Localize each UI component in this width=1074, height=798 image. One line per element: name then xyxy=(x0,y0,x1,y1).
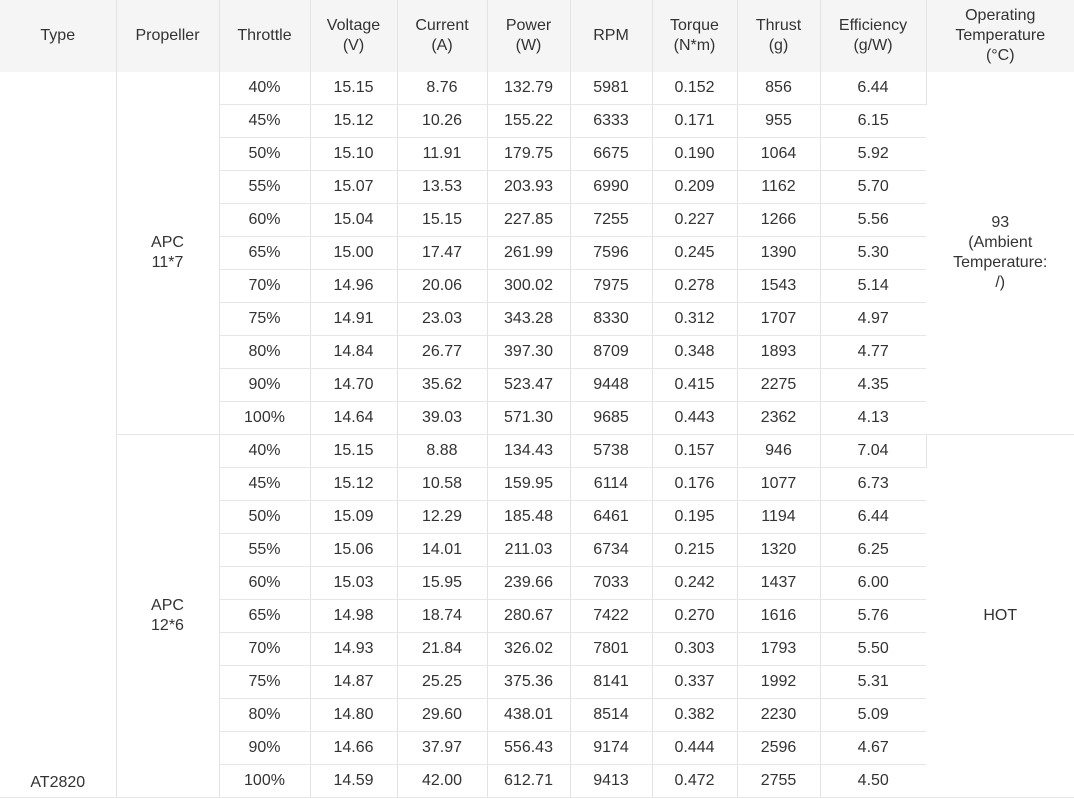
efficiency-cell: 5.09 xyxy=(820,699,926,732)
power-cell: 556.43 xyxy=(487,732,570,765)
voltage-cell: 15.09 xyxy=(310,501,397,534)
voltage-cell: 15.00 xyxy=(310,237,397,270)
power-cell: 134.43 xyxy=(487,435,570,468)
rpm-cell: 8709 xyxy=(570,336,652,369)
power-cell: 185.48 xyxy=(487,501,570,534)
power-cell: 155.22 xyxy=(487,105,570,138)
voltage-cell: 14.96 xyxy=(310,270,397,303)
current-cell: 23.03 xyxy=(397,303,487,336)
current-cell: 20.06 xyxy=(397,270,487,303)
current-cell: 10.58 xyxy=(397,468,487,501)
voltage-cell: 14.87 xyxy=(310,666,397,699)
thrust-cell: 2275 xyxy=(737,369,820,402)
temperature-cell: HOT xyxy=(926,435,1074,798)
thrust-cell: 1266 xyxy=(737,204,820,237)
rpm-cell: 9448 xyxy=(570,369,652,402)
throttle-cell: 75% xyxy=(219,303,310,336)
thrust-cell: 955 xyxy=(737,105,820,138)
efficiency-cell: 6.25 xyxy=(820,534,926,567)
torque-cell: 0.190 xyxy=(652,138,737,171)
efficiency-cell: 7.04 xyxy=(820,435,926,468)
efficiency-cell: 6.00 xyxy=(820,567,926,600)
header-temperature: Operating Temperature (°C) xyxy=(926,0,1074,72)
header-throttle: Throttle xyxy=(219,0,310,72)
throttle-cell: 45% xyxy=(219,105,310,138)
voltage-cell: 14.64 xyxy=(310,402,397,435)
efficiency-cell: 5.76 xyxy=(820,600,926,633)
power-cell: 375.36 xyxy=(487,666,570,699)
header-thrust: Thrust (g) xyxy=(737,0,820,72)
efficiency-cell: 4.67 xyxy=(820,732,926,765)
thrust-cell: 2230 xyxy=(737,699,820,732)
temperature-cell: 93 (Ambient Temperature: /) xyxy=(926,72,1074,435)
rpm-cell: 6333 xyxy=(570,105,652,138)
efficiency-cell: 4.97 xyxy=(820,303,926,336)
header-rpm: RPM xyxy=(570,0,652,72)
power-cell: 397.30 xyxy=(487,336,570,369)
torque-cell: 0.209 xyxy=(652,171,737,204)
efficiency-cell: 4.77 xyxy=(820,336,926,369)
current-cell: 14.01 xyxy=(397,534,487,567)
rpm-cell: 9174 xyxy=(570,732,652,765)
current-cell: 26.77 xyxy=(397,336,487,369)
header-torque: Torque (N*m) xyxy=(652,0,737,72)
current-cell: 10.26 xyxy=(397,105,487,138)
torque-cell: 0.242 xyxy=(652,567,737,600)
voltage-cell: 14.84 xyxy=(310,336,397,369)
torque-cell: 0.312 xyxy=(652,303,737,336)
current-cell: 42.00 xyxy=(397,765,487,798)
current-cell: 11.91 xyxy=(397,138,487,171)
thrust-cell: 1162 xyxy=(737,171,820,204)
throttle-cell: 100% xyxy=(219,402,310,435)
thrust-cell: 1543 xyxy=(737,270,820,303)
thrust-cell: 2755 xyxy=(737,765,820,798)
power-cell: 438.01 xyxy=(487,699,570,732)
header-voltage: Voltage (V) xyxy=(310,0,397,72)
throttle-cell: 100% xyxy=(219,765,310,798)
rpm-cell: 7975 xyxy=(570,270,652,303)
throttle-cell: 45% xyxy=(219,468,310,501)
header-efficiency: Efficiency (g/W) xyxy=(820,0,926,72)
power-cell: 280.67 xyxy=(487,600,570,633)
rpm-cell: 5981 xyxy=(570,72,652,105)
rpm-cell: 6675 xyxy=(570,138,652,171)
table-row xyxy=(0,72,1074,105)
torque-cell: 0.227 xyxy=(652,204,737,237)
current-cell: 8.76 xyxy=(397,72,487,105)
rpm-cell: 7033 xyxy=(570,567,652,600)
efficiency-cell: 5.56 xyxy=(820,204,926,237)
efficiency-cell: 4.35 xyxy=(820,369,926,402)
voltage-cell: 15.03 xyxy=(310,567,397,600)
header-power: Power (W) xyxy=(487,0,570,72)
current-cell: 29.60 xyxy=(397,699,487,732)
throttle-cell: 90% xyxy=(219,369,310,402)
power-cell: 227.85 xyxy=(487,204,570,237)
throttle-cell: 90% xyxy=(219,732,310,765)
thrust-cell: 1893 xyxy=(737,336,820,369)
propeller-cell: APC 12*6 xyxy=(116,435,219,798)
throttle-cell: 65% xyxy=(219,237,310,270)
table-header xyxy=(0,0,1074,72)
header-type: Type xyxy=(0,0,116,72)
voltage-cell: 15.04 xyxy=(310,204,397,237)
thrust-cell: 2596 xyxy=(737,732,820,765)
header-propeller: Propeller xyxy=(116,0,219,72)
efficiency-cell: 5.70 xyxy=(820,171,926,204)
current-cell: 15.15 xyxy=(397,204,487,237)
thrust-cell: 1992 xyxy=(737,666,820,699)
throttle-cell: 70% xyxy=(219,270,310,303)
rpm-cell: 7422 xyxy=(570,600,652,633)
rpm-cell: 6990 xyxy=(570,171,652,204)
thrust-cell: 1707 xyxy=(737,303,820,336)
rpm-cell: 6461 xyxy=(570,501,652,534)
throttle-cell: 60% xyxy=(219,567,310,600)
throttle-cell: 40% xyxy=(219,72,310,105)
voltage-cell: 15.10 xyxy=(310,138,397,171)
torque-cell: 0.278 xyxy=(652,270,737,303)
rpm-cell: 9685 xyxy=(570,402,652,435)
power-cell: 159.95 xyxy=(487,468,570,501)
thrust-cell: 1793 xyxy=(737,633,820,666)
current-cell: 25.25 xyxy=(397,666,487,699)
header-row xyxy=(0,0,1074,72)
current-cell: 17.47 xyxy=(397,237,487,270)
torque-cell: 0.270 xyxy=(652,600,737,633)
power-cell: 203.93 xyxy=(487,171,570,204)
thrust-cell: 856 xyxy=(737,72,820,105)
voltage-cell: 14.80 xyxy=(310,699,397,732)
voltage-cell: 15.15 xyxy=(310,72,397,105)
torque-cell: 0.415 xyxy=(652,369,737,402)
thrust-cell: 1194 xyxy=(737,501,820,534)
torque-cell: 0.337 xyxy=(652,666,737,699)
torque-cell: 0.444 xyxy=(652,732,737,765)
torque-cell: 0.472 xyxy=(652,765,737,798)
throttle-cell: 55% xyxy=(219,534,310,567)
current-cell: 18.74 xyxy=(397,600,487,633)
thrust-cell: 1320 xyxy=(737,534,820,567)
voltage-cell: 14.93 xyxy=(310,633,397,666)
power-cell: 571.30 xyxy=(487,402,570,435)
thrust-cell: 1064 xyxy=(737,138,820,171)
power-cell: 239.66 xyxy=(487,567,570,600)
table-body xyxy=(0,72,1074,798)
rpm-cell: 9413 xyxy=(570,765,652,798)
power-cell: 343.28 xyxy=(487,303,570,336)
rpm-cell: 8514 xyxy=(570,699,652,732)
thrust-cell: 946 xyxy=(737,435,820,468)
rpm-cell: 8330 xyxy=(570,303,652,336)
voltage-cell: 15.07 xyxy=(310,171,397,204)
power-cell: 261.99 xyxy=(487,237,570,270)
efficiency-cell: 6.44 xyxy=(820,501,926,534)
power-cell: 326.02 xyxy=(487,633,570,666)
current-cell: 21.84 xyxy=(397,633,487,666)
rpm-cell: 6734 xyxy=(570,534,652,567)
power-cell: 523.47 xyxy=(487,369,570,402)
current-cell: 12.29 xyxy=(397,501,487,534)
throttle-cell: 60% xyxy=(219,204,310,237)
rpm-cell: 8141 xyxy=(570,666,652,699)
thrust-cell: 1077 xyxy=(737,468,820,501)
torque-cell: 0.157 xyxy=(652,435,737,468)
efficiency-cell: 5.31 xyxy=(820,666,926,699)
rpm-cell: 7255 xyxy=(570,204,652,237)
throttle-cell: 50% xyxy=(219,138,310,171)
thrust-cell: 2362 xyxy=(737,402,820,435)
throttle-cell: 40% xyxy=(219,435,310,468)
efficiency-cell: 4.50 xyxy=(820,765,926,798)
power-cell: 300.02 xyxy=(487,270,570,303)
voltage-cell: 14.70 xyxy=(310,369,397,402)
rpm-cell: 6114 xyxy=(570,468,652,501)
voltage-cell: 15.06 xyxy=(310,534,397,567)
thrust-cell: 1616 xyxy=(737,600,820,633)
torque-cell: 0.152 xyxy=(652,72,737,105)
voltage-cell: 15.15 xyxy=(310,435,397,468)
torque-cell: 0.382 xyxy=(652,699,737,732)
torque-cell: 0.195 xyxy=(652,501,737,534)
throttle-cell: 50% xyxy=(219,501,310,534)
throttle-cell: 75% xyxy=(219,666,310,699)
efficiency-cell: 5.50 xyxy=(820,633,926,666)
voltage-cell: 14.59 xyxy=(310,765,397,798)
current-cell: 13.53 xyxy=(397,171,487,204)
thrust-cell: 1437 xyxy=(737,567,820,600)
torque-cell: 0.245 xyxy=(652,237,737,270)
efficiency-cell: 6.73 xyxy=(820,468,926,501)
power-cell: 179.75 xyxy=(487,138,570,171)
efficiency-cell: 6.44 xyxy=(820,72,926,105)
efficiency-cell: 5.30 xyxy=(820,237,926,270)
current-cell: 35.62 xyxy=(397,369,487,402)
throttle-cell: 80% xyxy=(219,336,310,369)
voltage-cell: 14.66 xyxy=(310,732,397,765)
power-cell: 132.79 xyxy=(487,72,570,105)
torque-cell: 0.176 xyxy=(652,468,737,501)
torque-cell: 0.443 xyxy=(652,402,737,435)
efficiency-cell: 5.14 xyxy=(820,270,926,303)
voltage-cell: 15.12 xyxy=(310,468,397,501)
type-cell xyxy=(0,72,116,798)
efficiency-cell: 6.15 xyxy=(820,105,926,138)
efficiency-cell: 4.13 xyxy=(820,402,926,435)
efficiency-cell: 5.92 xyxy=(820,138,926,171)
voltage-cell: 14.98 xyxy=(310,600,397,633)
thrust-cell: 1390 xyxy=(737,237,820,270)
voltage-cell: 15.12 xyxy=(310,105,397,138)
rpm-cell: 5738 xyxy=(570,435,652,468)
header-current: Current (A) xyxy=(397,0,487,72)
throttle-cell: 80% xyxy=(219,699,310,732)
rpm-cell: 7801 xyxy=(570,633,652,666)
propeller-cell: APC 11*7 xyxy=(116,72,219,435)
current-cell: 37.97 xyxy=(397,732,487,765)
torque-cell: 0.171 xyxy=(652,105,737,138)
type-label: AT2820 xyxy=(30,774,86,791)
rpm-cell: 7596 xyxy=(570,237,652,270)
torque-cell: 0.303 xyxy=(652,633,737,666)
current-cell: 15.95 xyxy=(397,567,487,600)
throttle-cell: 70% xyxy=(219,633,310,666)
current-cell: 39.03 xyxy=(397,402,487,435)
voltage-cell: 14.91 xyxy=(310,303,397,336)
torque-cell: 0.215 xyxy=(652,534,737,567)
current-cell: 8.88 xyxy=(397,435,487,468)
torque-cell: 0.348 xyxy=(652,336,737,369)
power-cell: 211.03 xyxy=(487,534,570,567)
table-row xyxy=(0,435,1074,468)
throttle-cell: 55% xyxy=(219,171,310,204)
power-cell: 612.71 xyxy=(487,765,570,798)
throttle-cell: 65% xyxy=(219,600,310,633)
